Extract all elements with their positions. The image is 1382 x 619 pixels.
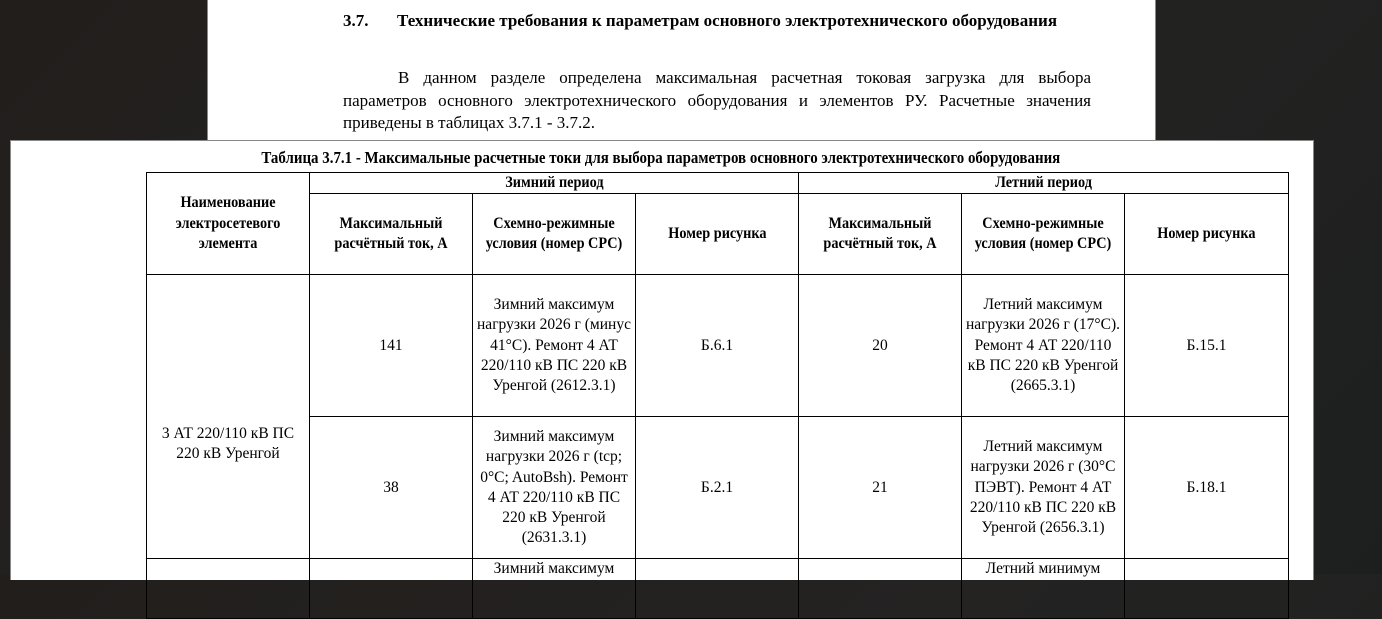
cell-summer-figure <box>1125 559 1289 619</box>
cell-winter-conditions: Зимний максимум <box>473 559 636 619</box>
table-header-row-columns <box>147 194 1289 275</box>
cell-element-name <box>147 559 310 619</box>
header-summer-conditions: Схемно-режимные условия (номер СРС) <box>962 194 1125 275</box>
section-number: 3.7. <box>343 11 369 30</box>
cell-summer-conditions: Летний максимум нагрузки 2026 г (30°C ПЭВТ). Ремонт 4 АТ 220/110 кВ ПС 220 кВ Уренгой (2656.3.1) <box>962 417 1125 559</box>
cell-summer-current: 20 <box>799 275 962 417</box>
section-paragraph: В данном разделе определена максимальная расчетная токовая загрузка для выбора параметров основного электротехнического оборудования и элементов РУ. Расчетные значения приведены в таблицах 3.7.1 - 3.7.2. <box>343 68 1091 132</box>
header-winter-conditions: Схемно-режимные условия (номер СРС) <box>473 194 636 275</box>
header-summer-period: Летний период <box>799 173 1289 194</box>
table-caption: Таблица 3.7.1 - Максимальные расчетные токи для выбора параметров основного электротехнического оборудования <box>261 148 1061 167</box>
header-winter-max-current: Максимальный расчётный ток, А <box>310 194 473 275</box>
header-element-name: Наименование электросетевого элемента <box>147 173 310 275</box>
table-row <box>147 559 1289 619</box>
table-row <box>147 275 1289 417</box>
table-header-row-group <box>147 173 1289 194</box>
cell-winter-conditions: Зимний максимум нагрузки 2026 г (минус 41°C). Ремонт 4 АТ 220/110 кВ ПС 220 кВ Уренгой (2612.3.1) <box>473 275 636 417</box>
cell-winter-figure <box>636 559 799 619</box>
cell-summer-conditions: Летний минимум <box>962 559 1125 619</box>
cell-winter-current: 38 <box>310 417 473 559</box>
cell-summer-current: 21 <box>799 417 962 559</box>
cell-winter-figure: Б.6.1 <box>636 275 799 417</box>
cell-element-name: 3 АТ 220/110 кВ ПС 220 кВ Уренгой <box>147 275 310 559</box>
header-summer-figure: Номер рисунка <box>1125 194 1289 275</box>
cell-winter-conditions: Зимний максимум нагрузки 2026 г (tcp; 0°C; AutoBsh). Ремонт 4 АТ 220/110 кВ ПС 220 кВ Уренгой (2631.3.1) <box>473 417 636 559</box>
cell-summer-current <box>799 559 962 619</box>
document-page-top <box>207 0 1156 140</box>
header-winter-period: Зимний период <box>310 173 799 194</box>
cell-winter-current <box>310 559 473 619</box>
cell-winter-current: 141 <box>310 275 473 417</box>
cell-summer-conditions: Летний максимум нагрузки 2026 г (17°C). Ремонт 4 АТ 220/110 кВ ПС 220 кВ Уренгой (2665.3.1) <box>962 275 1125 417</box>
section-heading <box>343 8 1103 33</box>
document-page-table <box>10 140 1314 580</box>
header-summer-max-current: Максимальный расчётный ток, А <box>799 194 962 275</box>
table-row <box>147 417 1289 559</box>
cell-summer-figure: Б.15.1 <box>1125 275 1289 417</box>
cell-winter-figure: Б.2.1 <box>636 417 799 559</box>
cell-summer-figure: Б.18.1 <box>1125 417 1289 559</box>
header-winter-figure: Номер рисунка <box>636 194 799 275</box>
max-currents-table <box>146 172 1289 619</box>
section-title: Технические требования к параметрам основного электротехнического оборудования <box>397 11 1058 30</box>
